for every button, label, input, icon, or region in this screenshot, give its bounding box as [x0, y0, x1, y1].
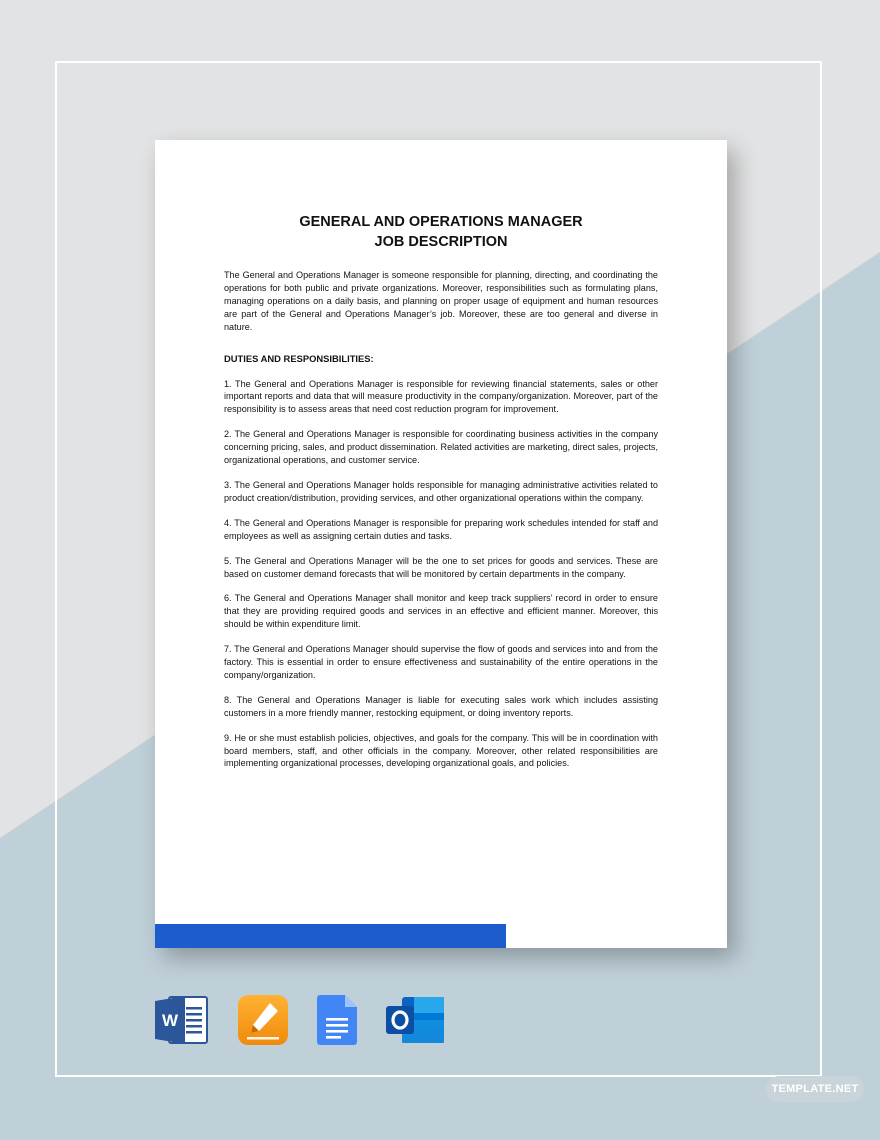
duty-item-5: 5. The General and Operations Manager will be the one to set prices for goods and services. These are based on customer demand forecasts that will be monitored by certain departments in the company.	[224, 555, 658, 579]
duty-item-4: 4. The General and Operations Manager is responsible for preparing work schedules intended for staff and employees as well as assigning certain duties and tasks.	[224, 517, 658, 541]
duties-heading: DUTIES AND RESPONSIBILITIES:	[224, 352, 374, 364]
duty-item-3: 3. The General and Operations Manager holds responsible for managing administrative activities related to product creation/distribution, providing services, and other organizational operations within the company.	[224, 479, 658, 503]
template-net-badge[interactable]: TEMPLATE.NET	[766, 1076, 864, 1102]
intro-paragraph: The General and Operations Manager is someone responsible for planning, directing, and coordinating the operations for both public and private organizations. Moreover, responsibilities such as formulating plans, managing operations on a daily basis, and planning on proper usage of equipment and human resources are part of the General and Operations Manager’s job. Moreover, these are too general and diverse in nature.	[224, 270, 658, 332]
pages-icon[interactable]	[237, 994, 289, 1046]
word-icon[interactable]	[155, 994, 209, 1046]
duty-item-8: 8. The General and Operations Manager is liable for executing sales work which includes assisting customers in a more friendly manner, restocking equipment, or doing inventory reports.	[224, 694, 658, 718]
duties-list	[224, 378, 658, 771]
document-page	[155, 140, 727, 948]
duty-item-6: 6. The General and Operations Manager shall monitor and keep track suppliers’ record in order to ensure that they are providing required goods and services in an effective and efficient manner. Moreover, this should be within expenditure limit.	[224, 593, 658, 630]
title-line-1: GENERAL AND OPERATIONS MANAGER	[299, 214, 583, 230]
duty-item-2: 2. The General and Operations Manager is responsible for coordinating business activities in the company concerning pricing, sales, and product dissemination. Related activities are marketing, direct sales, projects, organizational operations, and customer service.	[224, 429, 658, 466]
google-docs-icon[interactable]	[317, 994, 359, 1046]
document-title	[224, 212, 658, 252]
svg-text:W: W	[161, 1011, 179, 1030]
duty-item-1: 1. The General and Operations Manager is responsible for reviewing financial statements, sales or other important reports and data that will measure productivity in the company/organization. Moreover, part of the responsibility is to assess areas that need cost reduction program for improvement.	[224, 378, 658, 415]
outlook-icon[interactable]	[384, 994, 446, 1046]
footer-accent-bar	[155, 924, 506, 948]
title-line-2: JOB DESCRIPTION	[374, 234, 508, 250]
duty-item-9: 9. He or she must establish policies, objectives, and goals for the company. This will be in coordination with board members, staff, and other officials in the company. Moreover, other related responsibilities are implementing organizational processes, developing organizational goals, and policies.	[224, 732, 658, 769]
duty-item-7: 7. The General and Operations Manager should supervise the flow of goods and services into and from the factory. This is essential in order to ensure effectiveness and sustainability of the entire operations in the company/organization.	[224, 644, 658, 680]
app-icons	[155, 994, 455, 1046]
